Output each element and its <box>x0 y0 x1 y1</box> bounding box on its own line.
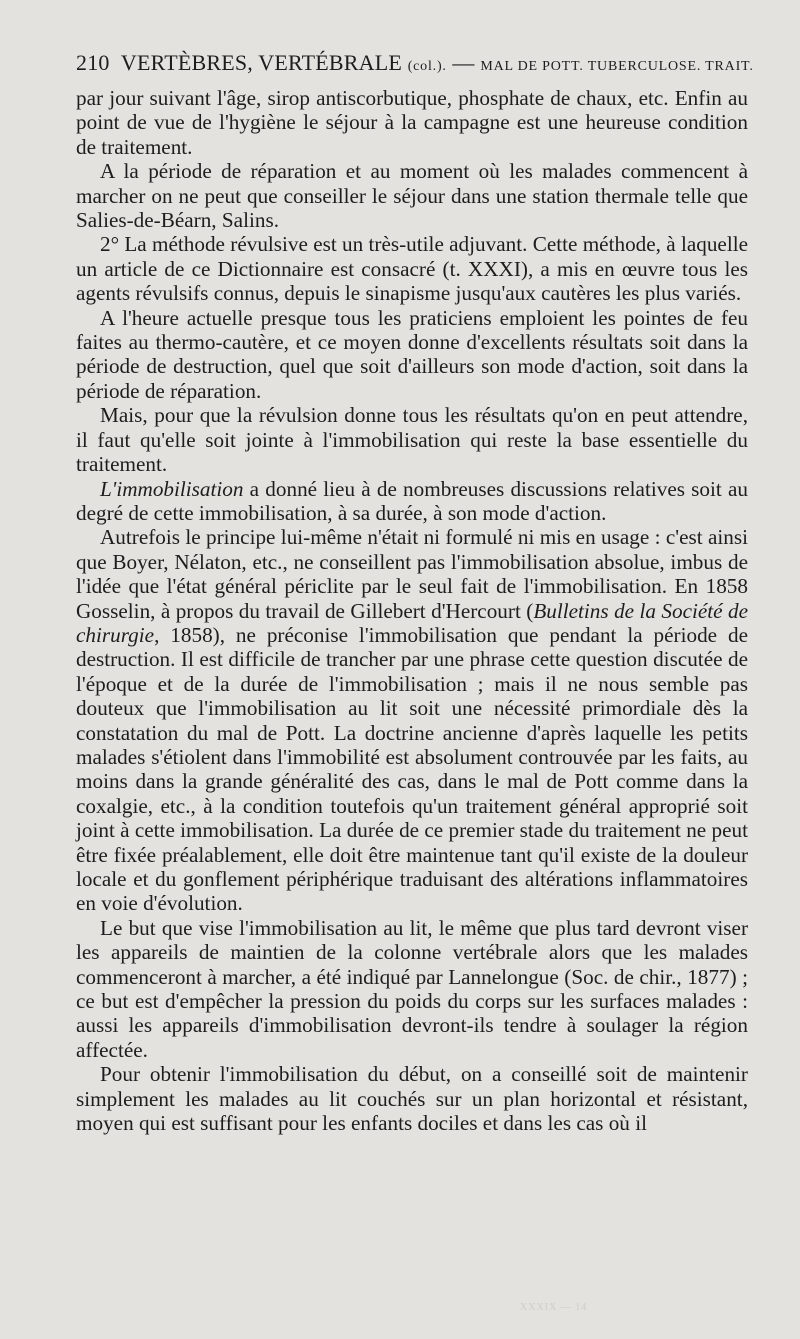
text-run: A la période de réparation et au moment où les malades commencent à marcher on ne peut que conseiller le séjour dans une station thermale telle que Salies-de-Béarn, Salins. <box>76 159 748 233</box>
text-run: par jour suivant l'âge, sirop antiscorbutique, phosphate de chaux, etc. Enfin au point de vue de l'hygiène le séjour à la campagne est une heureuse condition de traitement. <box>76 86 748 159</box>
paragraph-p1 <box>76 86 748 159</box>
page-number: 210 <box>76 50 110 75</box>
header-col: (col.). <box>407 59 447 74</box>
header-section: MAL DE POTT. TUBERCULOSE. TRAIT. <box>480 59 754 74</box>
italic-text: Bulletins de la Société de chirurgie <box>76 598 748 647</box>
text-run: Autrefois le principe lui-même n'était ni formulé ni mis en usage : c'est ainsi que Boyer, Nélaton, etc., ne conseillent pas l'immobilisation absolue, imbus de l'idée que l'état général périclite par le seul fait de l'immobilisation. En 1858 Gosselin, à propos du travail de Gillebert d'Hercourt ( <box>76 525 748 623</box>
text-run: Le but que vise l'immobilisation au lit, le même que plus tard devront viser les appareils de maintien de la colonne vertébrale alors que les malades commenceront à marcher, a été indiqué par Lannelongue (Soc. de chir., 1877) ; ce but est d'empêcher la pression du poids du corps sur les surfaces malades : aussi les appareils d'immobilisation devront-ils tendre à soulager la région affectée. <box>76 915 748 1062</box>
running-header <box>76 50 756 76</box>
paragraph-p8 <box>76 916 748 1062</box>
paragraph-p7 <box>76 525 748 916</box>
italic-text: L' <box>100 476 117 501</box>
header-dash: — <box>452 50 475 75</box>
text-run: Pour obtenir l'immobilisation du début, on a conseillé soit de maintenir simplement les malades au lit couchés sur un plan horizontal et résistant, moyen qui est suffisant pour les enfants dociles et dans les cas où il <box>76 1062 748 1136</box>
text-run: A l'heure actuelle presque tous les praticiens emploient les pointes de feu faites au thermo-cautère, et ce moyen donne d'excellents résultats soit dans la période de destruction, quel que soit d'ailleurs son mode d'action, soit dans la période de réparation. <box>76 305 748 403</box>
italic-text: immobilisation <box>116 476 244 501</box>
paragraph-p9 <box>76 1062 748 1135</box>
paragraph-p3 <box>76 232 748 305</box>
text-run: Mais, pour que la révulsion donne tous les résultats qu'on en peut attendre, il faut qu'elle soit jointe à l'immobilisation qui reste la base essentielle du traitement. <box>76 403 748 477</box>
paragraph-p4 <box>76 306 748 404</box>
text-run: a donné lieu à de nombreuses discussions relatives soit au degré de cette immobilisation, à sa durée, à son mode d'action. <box>76 476 748 525</box>
header-title: VERTÈBRES, VERTÉBRALE <box>120 50 402 75</box>
paragraph-p6 <box>76 477 748 526</box>
text-run: , 1858), ne préconise l'immobilisation que pendant la période de destruction. Il est difficile de trancher par une phrase cette question discutée de l'époque et de la durée de l'immobilisation ; mais il ne nous semble pas douteux que l'immobilisation au lit soit une nécessité primordiale dès la constatation du mal de Pott. La doctrine ancienne d'après laquelle les petits malades s'étiolent dans l'immobilité est absolument controuvée par les faits, au moins dans la grande généralité des cas, dans le mal de Pott comme dans la coxalgie, etc., à la condition toutefois qu'un traitement général approprié soit joint à cette immobilisation. La durée de ce premier stade du traitement ne peut être fixée préalablement, elle doit être maintenue tant qu'il existe de la douleur locale et du gonflement périphérique traduisant des altérations inflammatoires en voie d'évolution. <box>76 622 748 916</box>
paragraph-p5 <box>76 403 748 476</box>
body-text <box>76 86 748 1135</box>
signature-mark: XXXIX — 14 <box>520 1302 588 1313</box>
text-run: 2° La méthode révulsive est un très-utile adjuvant. Cette méthode, à laquelle un article de ce Dictionnaire est consacré (t. XXXI), a mis en œuvre tous les agents révulsifs connus, depuis le sinapisme jusqu'aux cautères les plus variés. <box>76 232 749 306</box>
paragraph-p2 <box>76 159 748 232</box>
